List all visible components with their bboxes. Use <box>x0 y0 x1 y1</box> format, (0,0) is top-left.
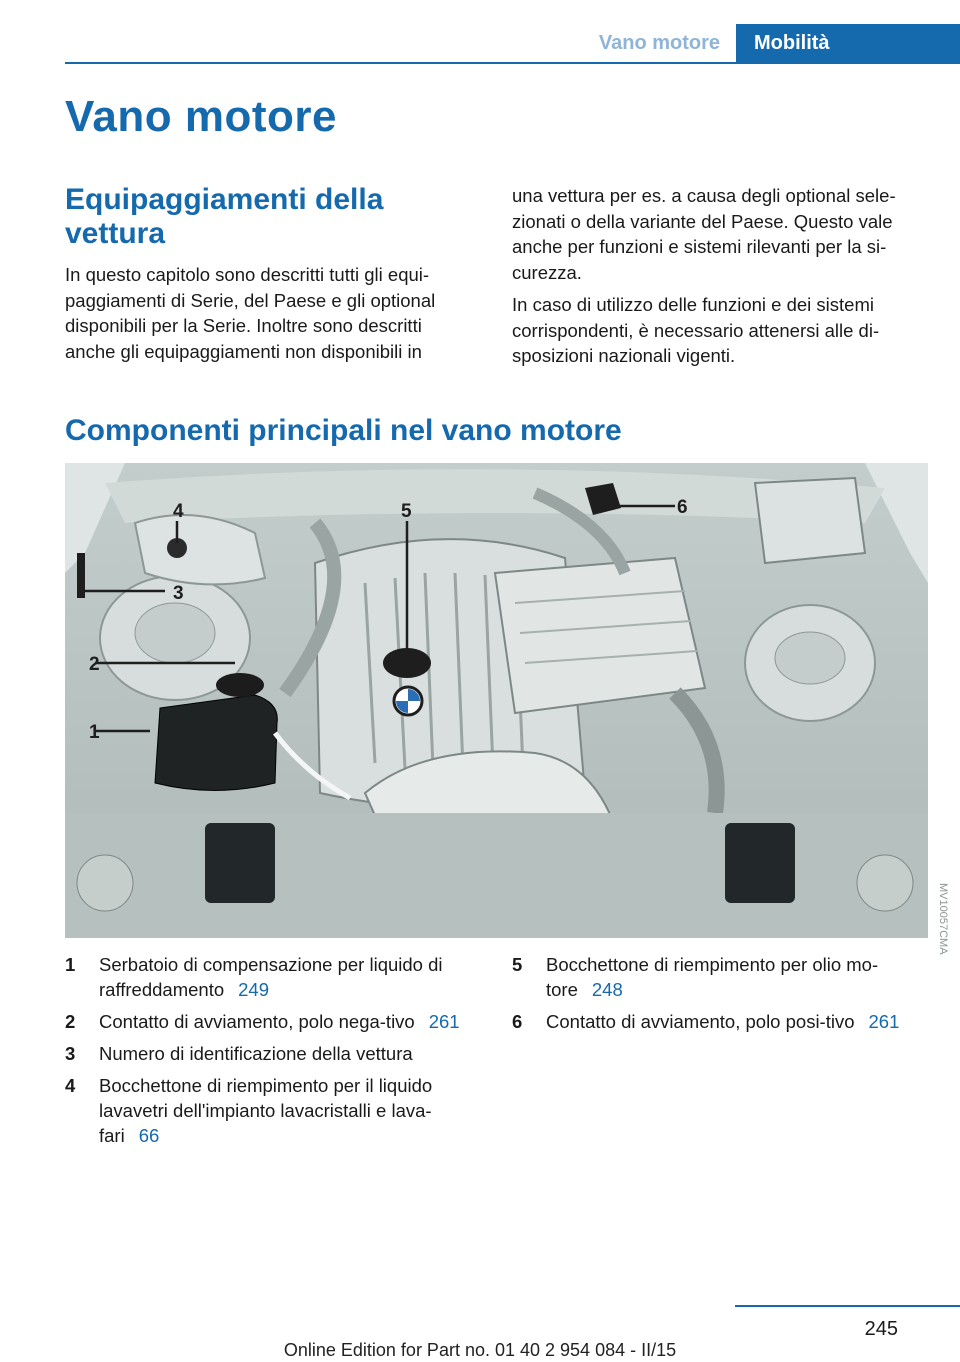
legend-text: Numero di identificazione della vettura <box>99 1043 413 1064</box>
callout-2: 2 <box>89 654 100 675</box>
page-title: Vano motore <box>65 92 337 141</box>
legend-text: Serbatoio di compensazione per liquido di raffreddamento 249 <box>99 954 443 1000</box>
legend-text: Bocchettone di riempimento per il liquido lavavetri dell'impianto lavacristalli e lava-fari 66 <box>99 1075 433 1146</box>
legend-item <box>65 1009 485 1034</box>
callout-6: 6 <box>677 497 688 518</box>
legend-number: 5 <box>512 954 523 975</box>
intro-text-right-2: In caso di utilizzo delle funzioni e dei sistemi corrispondenti, è necessario attenersi alle di-sposizioni nazionali vigenti. <box>512 294 880 366</box>
page-number: 245 <box>864 1318 898 1340</box>
header-rule <box>65 62 960 64</box>
header-tab-chapter[interactable]: Mobilità <box>736 24 960 62</box>
intro-column-right <box>512 183 930 376</box>
intro-text-left: In questo capitolo sono descritti tutti gli equi-paggiamenti di Serie, del Paese e gli optional disponibili per la Serie. Inoltre sono descritti anche gli equipaggiamenti non disponibili in <box>65 264 436 362</box>
page-ref-link[interactable]: 261 <box>428 1011 460 1032</box>
callout-1: 1 <box>89 722 100 743</box>
legend-number: 3 <box>65 1043 76 1064</box>
legend-item <box>65 1041 485 1066</box>
page-ref-link[interactable]: 249 <box>238 979 270 1000</box>
section-heading-equipment: Equipaggiamenti della vettura <box>65 183 384 250</box>
legend-text: Contatto di avviamento, polo nega-tivo 261 <box>99 1011 460 1032</box>
intro-column-left <box>65 262 475 364</box>
page-ref-link[interactable]: 248 <box>591 979 623 1000</box>
figure-code: MV10057CMA <box>937 883 949 955</box>
intro-text-right-1: una vettura per es. a causa degli optional sele-zionati o della variante del Paese. Questo vale anche per funzioni e sistemi rilevanti per la si-curezza. <box>512 185 896 283</box>
legend-number: 2 <box>65 1011 76 1032</box>
legend-item <box>65 952 485 1002</box>
callout-4: 4 <box>173 501 184 522</box>
page-ref-link[interactable]: 66 <box>138 1125 160 1146</box>
legend-text: Contatto di avviamento, polo posi-tivo 261 <box>546 1011 900 1032</box>
legend-right <box>512 952 932 1041</box>
legend-number: 6 <box>512 1011 523 1032</box>
header-tab-section[interactable]: Vano motore <box>598 32 721 54</box>
legend-number: 1 <box>65 954 76 975</box>
legend-item <box>512 1009 932 1034</box>
legend-item <box>65 1073 485 1148</box>
callout-3: 3 <box>173 583 184 604</box>
callout-5: 5 <box>401 501 412 522</box>
legend-item <box>512 952 932 1002</box>
footer-rule <box>735 1305 960 1307</box>
legend-left <box>65 952 485 1155</box>
legend-text: Bocchettone di riempimento per olio mo-tore 248 <box>546 954 879 1000</box>
engine-bay-figure <box>65 463 949 955</box>
legend-number: 4 <box>65 1075 76 1096</box>
section-heading-components: Componenti principali nel vano motore <box>65 414 622 447</box>
edition-note: Online Edition for Part no. 01 40 2 954 084 - II/15 <box>283 1340 677 1360</box>
page-ref-link[interactable]: 261 <box>868 1011 900 1032</box>
